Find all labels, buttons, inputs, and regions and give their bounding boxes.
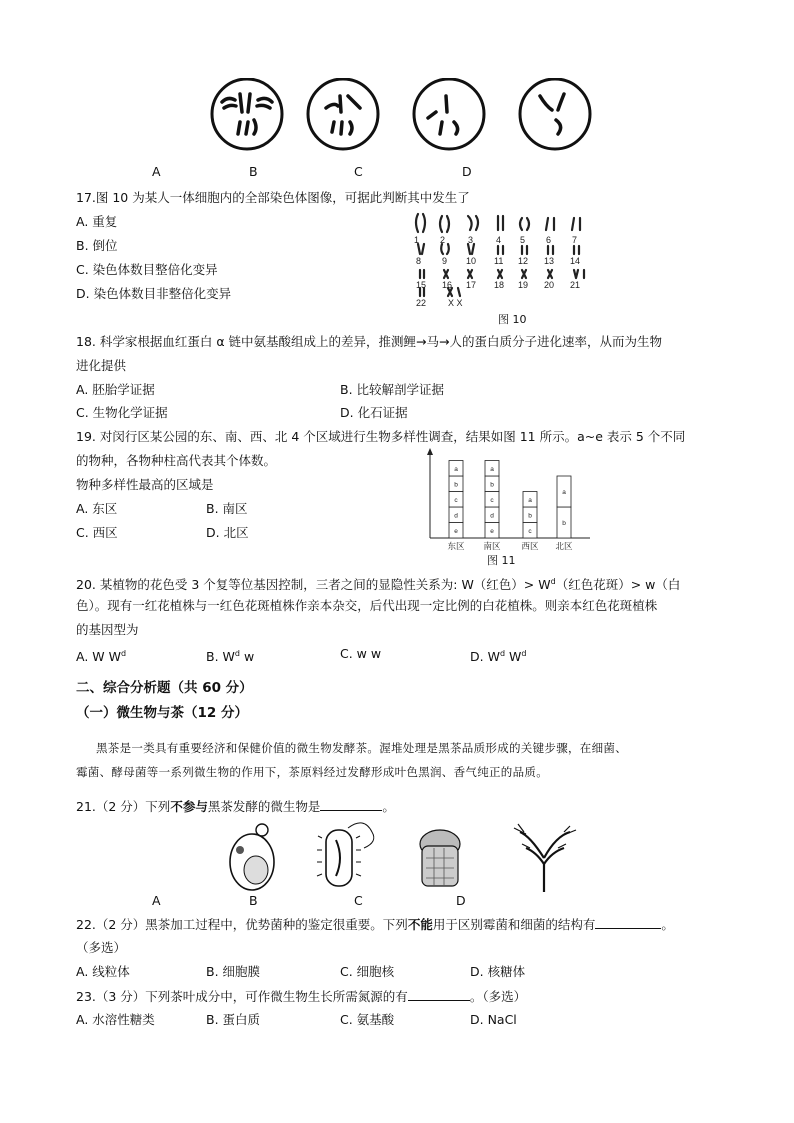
- q18-stem-line1: 18. 科学家根据血红蛋白 α 链中氨基酸组成上的差异，推测鲤→马→人的蛋白质分子进化速率，从而为生物: [76, 334, 662, 349]
- bar-label-d-2: d: [490, 512, 494, 520]
- chromosome-number-22: 22: [416, 298, 427, 308]
- q21-stem: [76, 798, 395, 815]
- cell-a: [212, 79, 282, 149]
- cell-division-figure: [200, 78, 600, 158]
- q18-option-c: C. 生物化学证据: [76, 405, 168, 420]
- figure-10-caption: 图 10: [498, 313, 527, 326]
- figure-11-caption: 图 11: [487, 554, 516, 567]
- bar-label-c-3: c: [528, 527, 532, 535]
- q21-label-c: C: [354, 893, 363, 908]
- q21-stem-post: 黑茶发酵的微生物是: [207, 799, 321, 814]
- bar-label-e-1: e: [454, 527, 458, 535]
- chromosome-number-19: 19: [518, 280, 529, 290]
- q23-option-d: D. NaCl: [470, 1012, 517, 1027]
- q22-stem-post: 用于区别霉菌和细菌的结构有: [432, 917, 596, 932]
- q23-stem-pre: 23.（3 分）下列茶叶成分中，可作微生物生长所需氮源的有: [76, 989, 408, 1004]
- chromosome-number-9: 9: [442, 256, 448, 266]
- chart-y-axis-arrow: [427, 448, 433, 455]
- q18-option-b: B. 比较解剖学证据: [340, 382, 445, 397]
- q17-stem: 17.图 10 为某人一体细胞内的全部染色体图像，可据此判断其中发生了: [76, 190, 470, 205]
- q17-option-d: D. 染色体数目非整倍化变异: [76, 286, 232, 301]
- chromosome-number-15: 15: [416, 280, 427, 290]
- x-tick-label-3: 西区: [521, 541, 539, 551]
- q19-option-a: A. 东区: [76, 501, 118, 516]
- q20-option-b-text: B. W: [206, 649, 235, 665]
- karyotype-figure: [412, 210, 612, 310]
- chromosome-number-1: 1: [414, 235, 420, 245]
- q19-stem-line2: 的物种，各物种柱高代表其个体数。: [76, 453, 277, 468]
- q23-stem: [76, 988, 526, 1005]
- mold-drawing: [514, 824, 576, 892]
- chromosome-number-7: 7: [572, 235, 578, 245]
- q20-option-a-sup: d: [120, 649, 127, 658]
- bar-label-c-2: c: [490, 496, 494, 504]
- q19-option-c: C. 西区: [76, 525, 118, 540]
- q22-option-d: D. 核糖体: [470, 964, 526, 979]
- q21-label-b: B: [249, 893, 258, 908]
- chromosome-number-13: 13: [544, 256, 555, 266]
- q19-option-b: B. 南区: [206, 501, 248, 516]
- chromosome-number-4: 4: [496, 235, 502, 245]
- chromosome-number-2: 2: [440, 235, 446, 245]
- bar-label-b-4: b: [562, 520, 566, 527]
- q19-option-d: D. 北区: [206, 525, 249, 540]
- bacterium-drawing: [317, 823, 374, 886]
- chromosome-number-10: 10: [466, 256, 477, 266]
- q20-option-a: [76, 646, 126, 665]
- q21-stem-pre: 21.（2 分）下列: [76, 799, 171, 814]
- q22-stem-end: 。: [661, 917, 674, 932]
- q23-option-a: A. 水溶性糖类: [76, 1012, 155, 1027]
- q20-stem-line3: 的基因型为: [76, 622, 139, 637]
- bar-label-a-3: a: [528, 496, 532, 504]
- q23-answer-blank[interactable]: [408, 988, 470, 1001]
- q20-option-c-text: C. w w: [340, 646, 382, 661]
- x-tick-label-1: 东区: [447, 541, 465, 551]
- bar-label-a-1: a: [454, 465, 458, 473]
- intro-paragraph-line1: 黑茶是一类具有重要经济和保健价值的微生物发酵茶。渥堆处理是黑茶品质形成的关键步骤，在细菌、: [96, 741, 627, 755]
- cell-c: [414, 79, 484, 149]
- q20-stem-sup-d: d: [550, 577, 556, 586]
- cell-b: [308, 79, 378, 149]
- chromosome-number-21: 21: [570, 280, 581, 290]
- section-2-subtitle: （一）微生物与茶（12 分）: [76, 705, 248, 721]
- figure-label-c: C: [354, 164, 363, 179]
- bar-label-e-2: e: [490, 527, 494, 535]
- q17-option-b: B. 倒位: [76, 238, 118, 253]
- q17-option-a: A. 重复: [76, 214, 118, 229]
- q21-label-a: A: [152, 893, 161, 908]
- q20-stem-line1-b: （红色花斑）> w（白: [555, 577, 681, 593]
- q19-stem-line1: 19. 对闵行区某公园的东、南、西、北 4 个区域进行生物多样性调查，结果如图 11 所示。a~e 表示 5 个不同: [76, 429, 686, 444]
- chromosome-number-11: 11: [494, 256, 504, 266]
- q20-option-d-sup: d: [499, 649, 506, 658]
- bar-label-a-2: a: [490, 465, 494, 473]
- q21-stem-end: 。: [382, 799, 395, 814]
- chromosome-number-18: 18: [494, 280, 505, 290]
- chromosome-number-16: 16: [442, 280, 453, 290]
- x-tick-label-2: 南区: [483, 541, 501, 551]
- q17-option-c: C. 染色体数目整倍化变异: [76, 262, 218, 277]
- q20-option-b: [206, 646, 254, 665]
- q20-option-d-text: D. W: [470, 649, 500, 665]
- q18-option-d: D. 化石证据: [340, 405, 408, 420]
- chromosome-number-3: 3: [468, 235, 474, 245]
- q20-option-c: [340, 646, 381, 662]
- intro-paragraph-line2: 霉菌、酵母菌等一系列微生物的作用下，茶原料经过发酵形成叶色黑润、香气纯正的品质。: [76, 765, 548, 779]
- q23-option-c: C. 氨基酸: [340, 1012, 395, 1027]
- figure-label-a: A: [152, 164, 161, 179]
- bar-label-c-1: c: [454, 496, 458, 504]
- species-diversity-chart: [422, 448, 592, 552]
- microorganism-figure: [214, 818, 594, 894]
- chromosome-number-xx: X X: [448, 298, 463, 308]
- q23-stem-end: 。（多选）: [469, 989, 527, 1004]
- chromosome-number-20: 20: [544, 280, 555, 290]
- q20-option-b-sup: d: [234, 649, 240, 658]
- figure-label-d: D: [462, 164, 472, 179]
- q20-option-d-post: W: [505, 649, 522, 665]
- q20-stem-line2: 色）。现有一红花植株与一红色花斑植株作亲本杂交，后代出现一定比例的白花植株。则亲本红色花斑植株: [76, 598, 658, 613]
- x-tick-label-4: 北区: [555, 541, 573, 551]
- section-2-title: 二、综合分析题（共 60 分）: [76, 680, 253, 696]
- q22-answer-blank[interactable]: [595, 916, 661, 929]
- q20-stem-line1: [76, 574, 680, 593]
- q19-stem-line3: 物种多样性最高的区域是: [76, 477, 214, 492]
- q20-option-a-text: A. W W: [76, 649, 121, 665]
- q18-option-a: A. 胚胎学证据: [76, 382, 155, 397]
- q22-stem-pre: 22.（2 分）黑茶加工过程中，优势菌种的鉴定很重要。下列: [76, 917, 408, 932]
- q22-option-a: A. 线粒体: [76, 964, 130, 979]
- q22-option-c: C. 细胞核: [340, 964, 395, 979]
- bar-label-a-4: a: [562, 489, 566, 496]
- q20-option-d: [470, 646, 526, 665]
- virus-drawing: [420, 830, 460, 886]
- chromosome-number-12: 12: [518, 256, 529, 266]
- chromosome-number-17: 17: [466, 280, 477, 290]
- q22-multi-select-note: （多选）: [76, 940, 127, 955]
- q20-option-b-post: w: [239, 649, 255, 665]
- yeast-cell-drawing: [230, 824, 274, 890]
- q21-answer-blank[interactable]: [320, 798, 382, 811]
- q20-option-d-sup2: d: [521, 649, 527, 658]
- chromosome-number-8: 8: [416, 256, 422, 266]
- bar-label-d-1: d: [454, 512, 458, 520]
- figure-label-b: B: [249, 164, 258, 179]
- q22-stem: [76, 916, 674, 933]
- q22-stem-bold: 不能: [407, 917, 433, 932]
- q21-stem-bold: 不参与: [170, 799, 208, 814]
- chromosome-number-6: 6: [546, 235, 552, 245]
- bar-label-b-1: b: [454, 481, 458, 489]
- cell-d: [520, 79, 590, 149]
- q20-stem-line1-a: 20. 某植物的花色受 3 个复等位基因控制，三者之间的显隐性关系为: W（红色）> W: [76, 577, 551, 593]
- bar-label-b-3: b: [528, 512, 532, 520]
- q23-option-b: B. 蛋白质: [206, 1012, 261, 1027]
- chromosome-number-14: 14: [570, 256, 581, 266]
- q18-stem-line2: 进化提供: [76, 358, 127, 373]
- bar-label-b-2: b: [490, 481, 494, 489]
- q21-label-d: D: [456, 893, 466, 908]
- chromosome-number-5: 5: [520, 235, 526, 245]
- q22-option-b: B. 细胞膜: [206, 964, 261, 979]
